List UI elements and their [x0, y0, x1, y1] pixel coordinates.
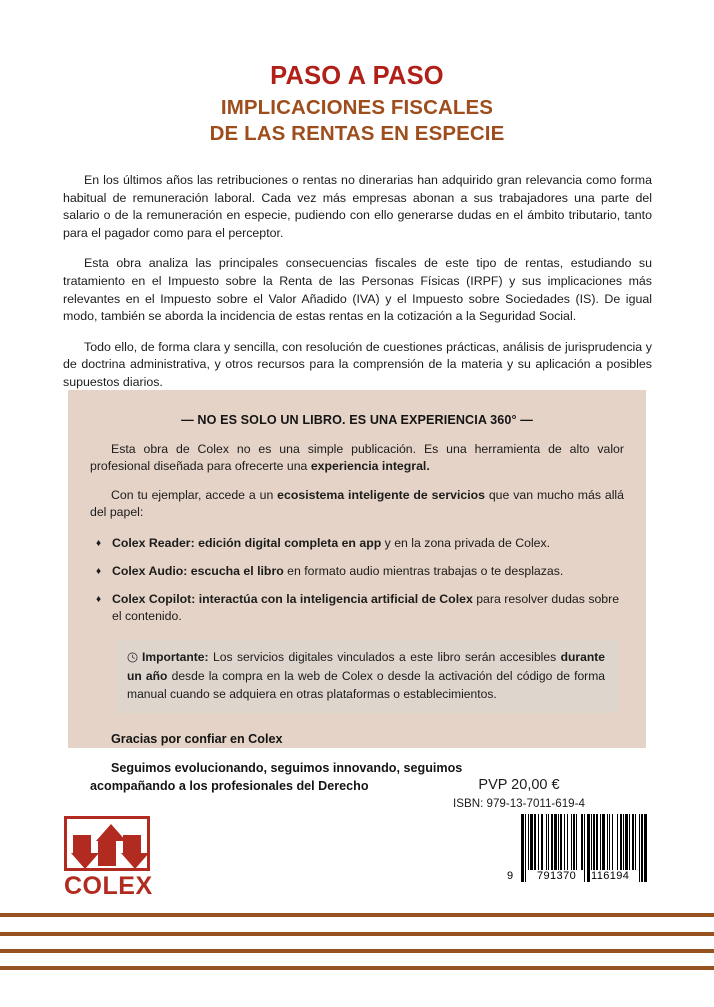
- list-item-detail: en formato audio mientras trabajas o te desplazas.: [283, 564, 564, 579]
- barcode-digit-mid: 791370: [537, 870, 577, 882]
- stripe-2: [0, 932, 714, 936]
- services-list: [90, 535, 624, 626]
- page-subtitle-line1: IMPLICACIONES FISCALES: [220, 95, 494, 119]
- title-block: [0, 62, 714, 147]
- logo-text: COLEX: [64, 872, 153, 900]
- important-callout-text: [127, 649, 605, 704]
- important-text-pre: Los servicios digitales vinculados a este libro serán accesibles: [208, 649, 561, 664]
- arrow-down-right-icon: [121, 835, 143, 869]
- panel-paragraph-2-pre: Con tu ejemplar, accede a un: [111, 487, 278, 502]
- list-item: [90, 563, 624, 580]
- intro-paragraph-1: En los últimos años las retribuciones o rentas no dinerarias han adquirido gran relevancia como forma habitual de remuneración laboral. Cada vez más empresas abonan a sus trabajadores una parte del salario o de la remuneración en especie, pudiendo con ello generarse dudas en el ámbito tributario, tanto para el pagador como para el perceptor.: [63, 173, 652, 240]
- page-subtitle: [0, 95, 714, 147]
- stripe-1: [0, 913, 714, 917]
- intro-paragraph-2: Esta obra analiza las principales consecuencias fiscales de este tipo de rentas, estudiando su tratamiento en el Impuesto sobre la Renta de las Personas Físicas (IRPF) y sus implicaciones más relevantes en el Impuesto sobre el Valor Añadido (IVA) y el Impuesto sobre Sociedades (IS). De igual modo, también se aborda la incidencia de estas rentas en la cotización a la Seguridad Social.: [63, 256, 652, 324]
- panel-paragraph-2-post: que van mucho más allá del papel:: [90, 487, 624, 520]
- closing-motto-line2: acompañando a los profesionales del Derecho: [90, 779, 369, 794]
- clock-icon: [127, 651, 138, 669]
- list-item: [90, 591, 624, 625]
- diamond-bullet-icon: ♦: [96, 594, 102, 606]
- price-block: [392, 777, 646, 810]
- panel-paragraph-1-emphasis: experiencia integral.: [310, 459, 430, 474]
- panel-paragraph-2-emphasis: ecosistema inteligente de servicios: [277, 487, 485, 502]
- intro-paragraph-3: Todo ello, de forma clara y sencilla, con resolución de cuestiones prácticas, análisis de jurisprudencia y de doctrina administrativa, y otros recursos para la comprensión de la materia y su aplicación a posibles supuestos diarios.: [63, 339, 652, 390]
- barcode-digit-right: 116194: [591, 870, 630, 882]
- closing-motto-line1: Seguimos evolucionando, seguimos innovando, seguimos: [111, 761, 463, 776]
- barcode-digits: [507, 870, 647, 883]
- list-item: [90, 535, 624, 552]
- panel-paragraph-2: [90, 487, 624, 522]
- diamond-bullet-icon: ♦: [96, 537, 102, 549]
- panel-paragraph-1-text: Esta obra de Colex no es una simple publicación. Es una herramienta de alto valor profesional diseñada para ofrecerte una: [90, 442, 624, 474]
- intro-text: [63, 172, 652, 392]
- page-title: PASO A PASO: [270, 62, 444, 90]
- list-item-title: Colex Reader: edición digital completa en app: [112, 535, 382, 550]
- diamond-bullet-icon: ♦: [96, 566, 102, 578]
- list-item-title: Colex Copilot: interactúa con la inteligencia artificial de Colex: [112, 592, 473, 607]
- price-value: PVP 20,00 €: [478, 777, 560, 793]
- important-text-post: desde la compra en la web de Colex o desde la activación del código de forma manual cuando se adquiera en otras plataformas o establecimientos.: [127, 669, 605, 701]
- isbn-value: ISBN: 979-13-7011-619-4: [453, 797, 585, 810]
- important-text-emphasis: durante un año: [127, 649, 605, 684]
- logo-arrows-icon: [64, 816, 150, 871]
- barcode: [507, 814, 647, 883]
- stripe-4: [0, 966, 714, 970]
- panel-heading: — NO ES SOLO UN LIBRO. ES UNA EXPERIENCIA 360° —: [181, 413, 533, 427]
- page-subtitle-line2: DE LAS RENTAS EN ESPECIE: [209, 121, 505, 145]
- panel-paragraph-1: [90, 441, 624, 476]
- arrow-up-icon: [96, 824, 118, 866]
- list-item-detail: para resolver dudas sobre el contenido.: [112, 592, 620, 624]
- arrow-down-left-icon: [71, 835, 93, 869]
- important-label: Importante:: [142, 649, 209, 664]
- list-item-title: Colex Audio: escucha el libro: [112, 564, 284, 579]
- list-item-detail: y en la zona privada de Colex.: [381, 535, 551, 550]
- colex-logo: [64, 816, 168, 899]
- stripe-3: [0, 949, 714, 953]
- closing-thanks: Gracias por confiar en Colex: [111, 731, 283, 746]
- important-callout: [116, 640, 618, 713]
- barcode-digit-left: 9: [507, 870, 514, 882]
